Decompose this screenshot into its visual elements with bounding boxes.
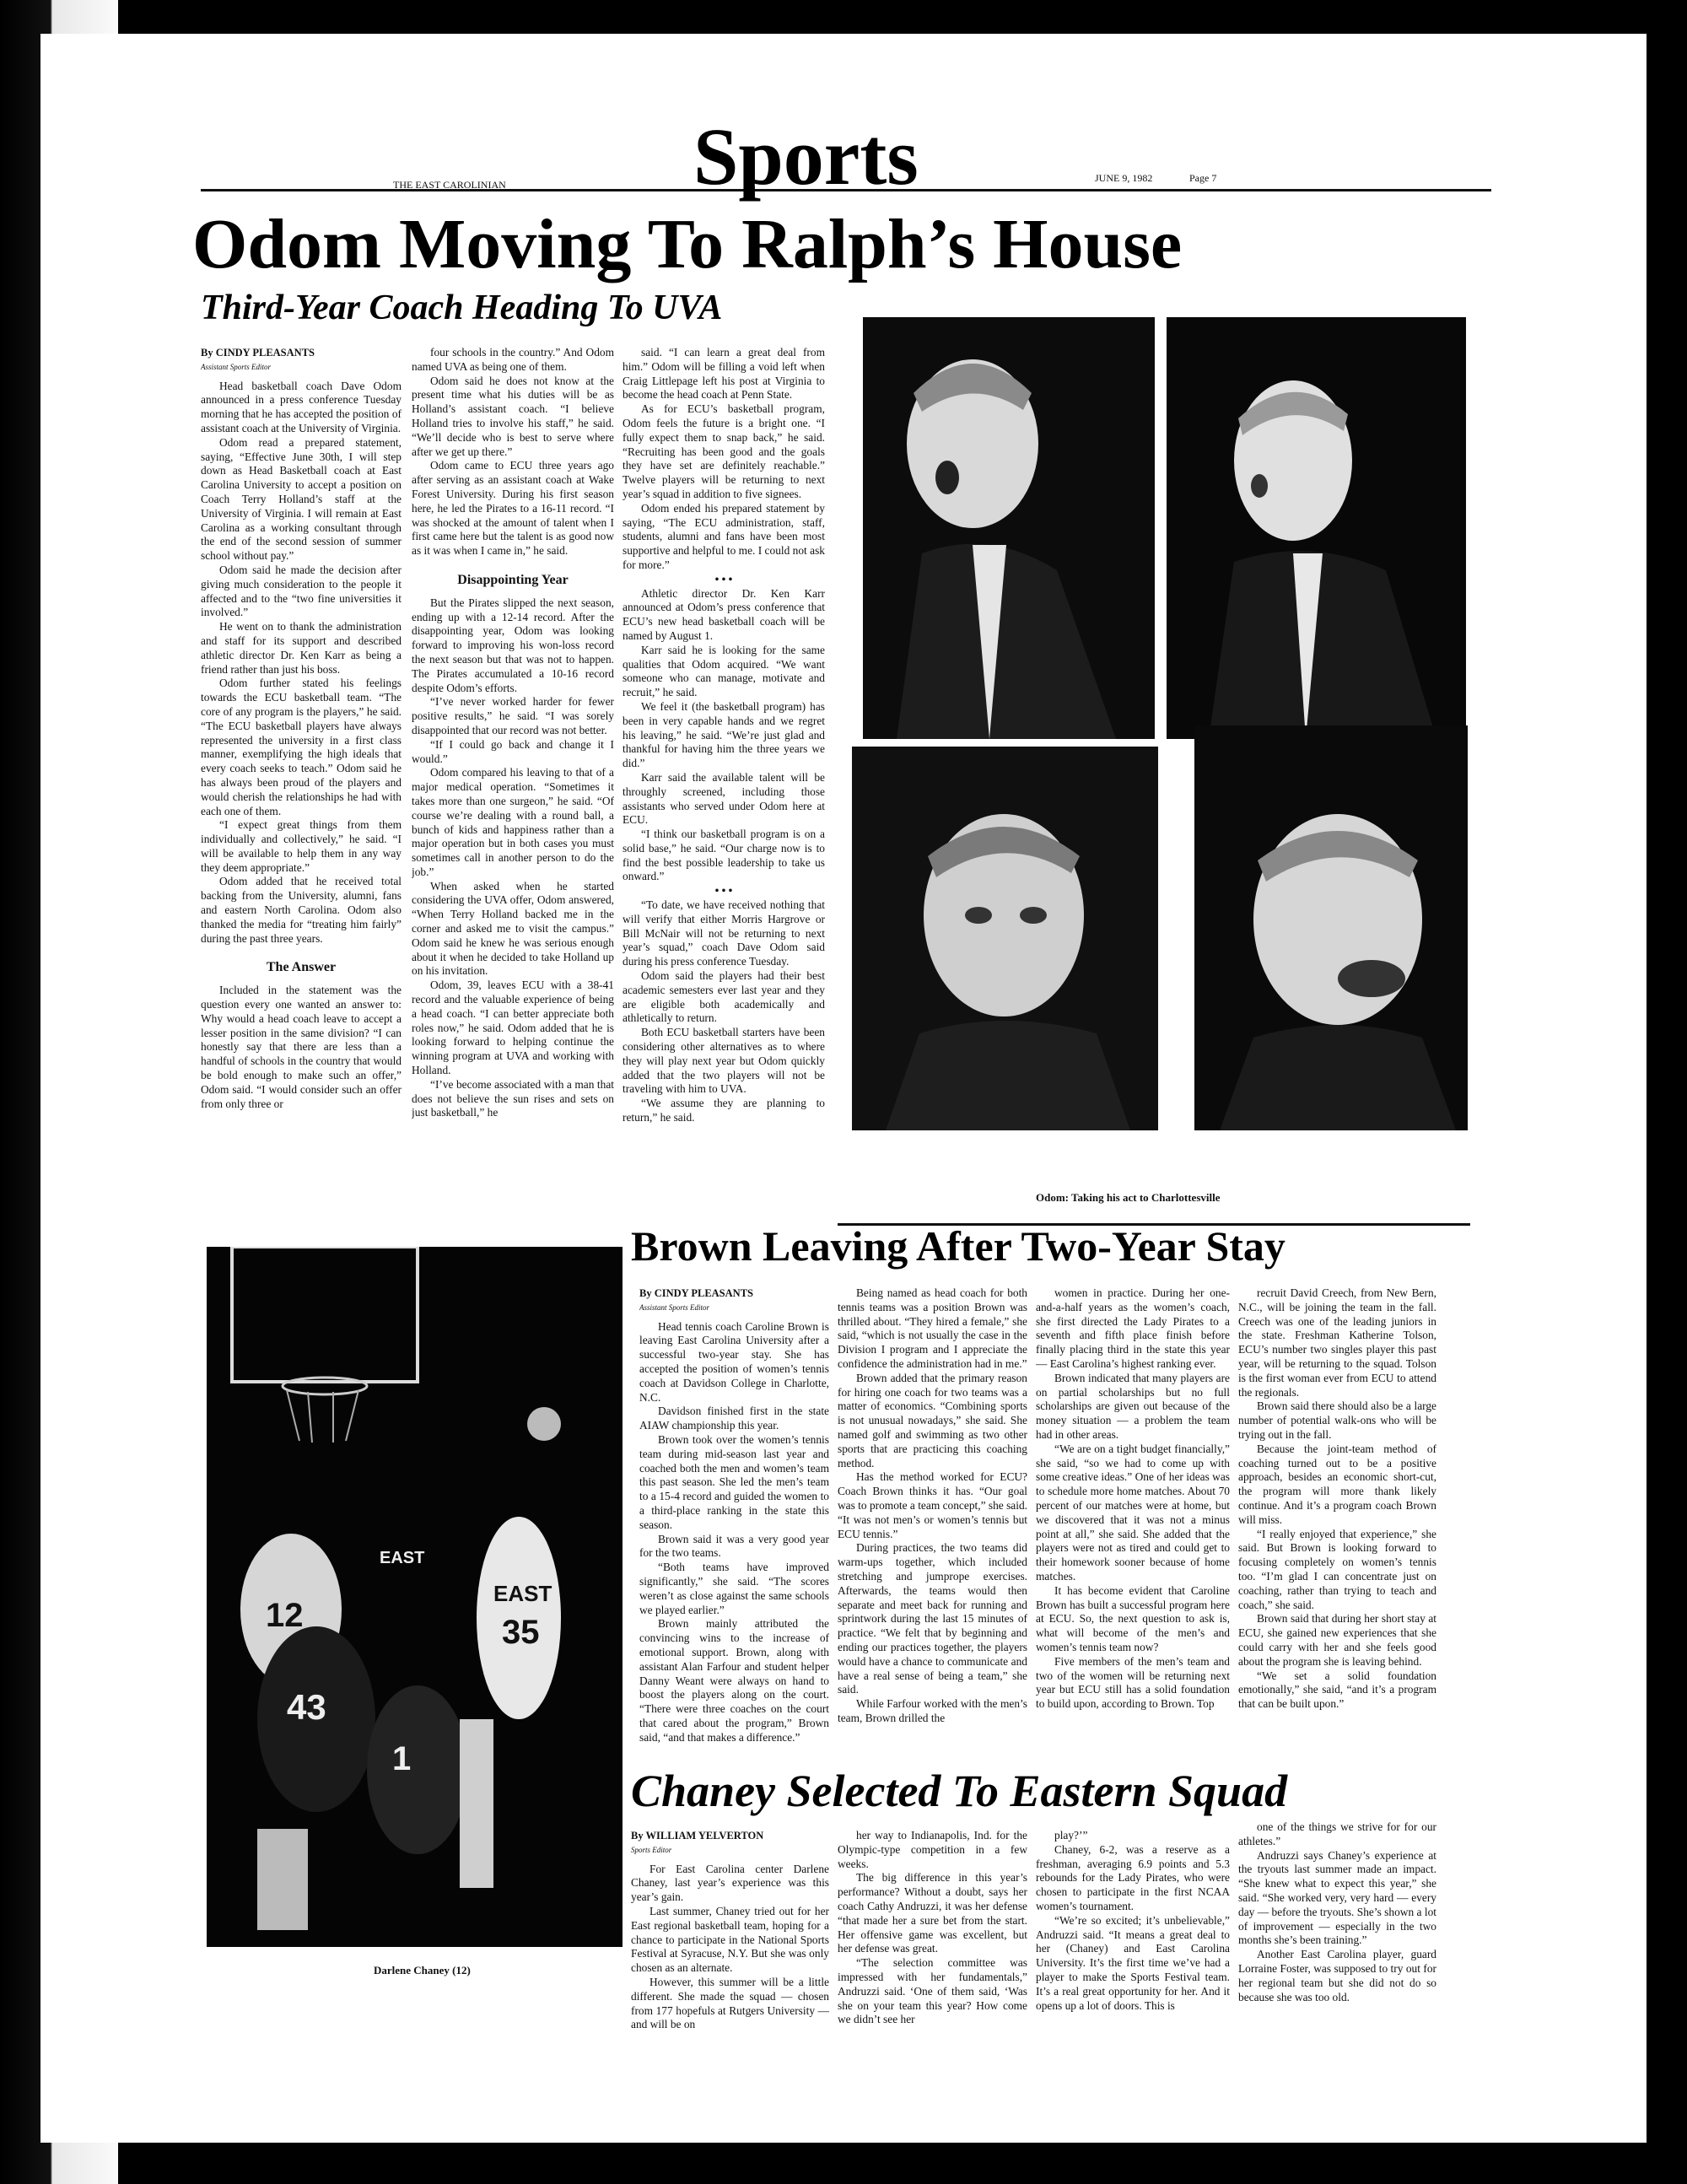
story3-paragraph: one of the things we strive for for our athletes.” bbox=[1238, 1820, 1436, 1847]
story2-paragraph: “We set a solid foundation emotionally,” she said, “and it’s a program that can be built upon.” bbox=[1238, 1669, 1436, 1711]
story2-paragraph: During practices, the two teams did warm-ups together, which included stretching and jumprope exercises. Afterwards, the teams would then separate and meet back for running and sprintwork during the last 15 minutes of practice. “We felt that by beginning and ending our practices together, the players would have a chance to communicate and have a real sense of being a team,” she said. bbox=[838, 1541, 1027, 1696]
coach-photo-2 bbox=[1167, 317, 1466, 739]
story2-paragraph: Head tennis coach Caroline Brown is leaving East Carolina University after a successful two-year stay. She has accepted the position of women’s tennis coach at Davidson College in Charlotte, N.C. bbox=[639, 1319, 829, 1404]
story2-paragraph: “I really enjoyed that experience,” she said. But Brown is looking forward to focusing completely on women’s tennis too. “I’m glad I can concentrate just on coaching, rather than trying to teach and coach,” she said. bbox=[1238, 1527, 1436, 1611]
story3-column-3 bbox=[1036, 1829, 1230, 2082]
paper-name: THE EAST CAROLINIAN bbox=[393, 179, 506, 191]
story3-column-2 bbox=[838, 1829, 1027, 2082]
story1-paragraph: He went on to thank the administration and staff for its support and described athletic director Dr. Ken Karr as being a friend rather than just his boss. bbox=[201, 620, 402, 676]
story3-paragraph: play?’” bbox=[1054, 1829, 1088, 1842]
coach-portrait-4-image bbox=[1194, 725, 1468, 1130]
jersey-12-label: 12 bbox=[266, 1597, 304, 1634]
story3-paragraph: “The selection committee was impressed with her fundamentals,” Andruzzi said. ‘One of them said, ‘Was she on your team this year? How come we didn’t see her bbox=[838, 1956, 1027, 2026]
story1-paragraph: Odom said he made the decision after giving much consideration to the people it affected and to the “two fine universities it involved.” bbox=[201, 563, 402, 619]
newspaper-page bbox=[40, 34, 1647, 2143]
story1-paragraph: “I’ve become associated with a man that does not believe the sun rises and sets on just basketball,” he bbox=[412, 1077, 614, 1119]
story2-paragraph: Brown said there should also be a large number of potential walk-ons who will be trying out in the fall. bbox=[1238, 1399, 1436, 1441]
story1-paragraph: Athletic director Dr. Ken Karr announced at Odom’s press conference that ECU’s new head basketball coach will be named by August 1. bbox=[623, 586, 825, 642]
story2-paragraph: It has become evident that Caroline Brown has built a successful program here at ECU. So, the next question to ask is, what will become of the men’s and women’s tennis team now? bbox=[1036, 1583, 1230, 1653]
story2-byline-title: Assistant Sports Editor bbox=[639, 1302, 710, 1312]
story1-paragraph: Head basketball coach Dave Odom announced in a press conference Tuesday morning that he has accepted the position of assistant coach at the University of Virginia. bbox=[201, 379, 402, 434]
coach-photo-3 bbox=[852, 747, 1158, 1130]
story2-column-3 bbox=[1036, 1286, 1230, 1809]
coach-photo-4 bbox=[1194, 725, 1468, 1130]
story1-paragraph: “I’ve never worked harder for fewer positive results,” he said. “I was sorely disappointed that our record was not better. bbox=[412, 695, 614, 736]
story3-byline-title: Sports Editor bbox=[631, 1845, 672, 1854]
story1-paragraph: Odom added that he received total backing from the University, alumni, fans and eastern North Carolina. Odom also thanked the media for “treating him fairly” during the past three years. bbox=[201, 875, 402, 945]
story1-paragraph: We feel it (the basketball program) has been in very capable hands and we regret his leaving,” he said. “We’re just glad and thankful for having him the three years we did.” bbox=[623, 699, 825, 770]
story2-paragraph: recruit David Creech, from New Bern, N.C., will be joining the team in the fall. Creech was one of the leading juniors in the state. Freshman Katherine Tolson, ECU’s number two singles player this past year, will be returning to the squad. Tolson is the first woman ever from ECU to attend the regionals. bbox=[1238, 1286, 1436, 1399]
story1-paragraph: Odom further stated his feelings towards the ECU basketball team. “The core of any program is the players,” he said. “The ECU basketball players have always represented the university in a first class manner, exemplifying the high ideals that every coach seeks to teach.” Odom said he has always been proud of the players and would cherish the relationships he had with each one of them. bbox=[201, 677, 402, 817]
story2-paragraph: Davidson finished first in the state AIAW championship this year. bbox=[639, 1405, 829, 1432]
story1-headline: Odom Moving To Ralph’s House bbox=[192, 205, 1183, 283]
story3-paragraph: However, this summer will be a little different. She made the squad — chosen from 177 hopefuls at Rutgers University — and will be on bbox=[631, 1975, 829, 2031]
story1-paragraph: Odom came to ECU three years ago after serving as an assistant coach at Wake Forest University. During his first season here, he led the Pirates to a 16-11 record. “I was shocked at the amount of talent when I first came here but the talent is as good now as it was when I came in,” he said. bbox=[412, 459, 614, 558]
story2-column-4 bbox=[1238, 1286, 1436, 1809]
story1-paragraph: Included in the statement was the question every one wanted an answer to: Why would a head coach leave to accept a lesser position in the same division? “I can honestly say that there are less than a handful of schools in the country that would be bold enough to make such an offer,” Odom said. “I would consider such an offer from only three or bbox=[201, 984, 402, 1110]
basketball-action-photo bbox=[207, 1247, 623, 1947]
story1-paragraph: Both ECU basketball starters have been considering other alternatives as to where they will play next year but Odom quickly added that the two players will not be traveling with him to UVA. bbox=[623, 1026, 825, 1096]
section-break: • • • bbox=[714, 572, 733, 585]
story1-paragraph: Odom said the players had their best academic semesters ever last year and they are eligible both academically and athletically to return. bbox=[623, 969, 825, 1025]
story3-paragraph: For East Carolina center Darlene Chaney, last year’s experience was this year’s gain. bbox=[631, 1862, 829, 1904]
coach-photo-1 bbox=[863, 317, 1155, 739]
story1-subhead-disappointing: Disappointing Year bbox=[457, 572, 569, 587]
story1-paragraph: Karr said he is looking for the same qualities that Odom acquired. “We want someone who can manage, motivate and recruit,” he said. bbox=[623, 643, 825, 699]
story2-paragraph: Brown indicated that many players are on partial scholarships but no full scholarships are given out because of the money situation — a problem the team had in other areas. bbox=[1036, 1371, 1230, 1441]
story2-paragraph: “Both teams have improved significantly,” she said. “The scores weren’t as close against the same schools we played earlier.” bbox=[639, 1561, 829, 1616]
story3-paragraph: Andruzzi says Chaney’s experience at the tryouts last summer made an impact. “She knew what to expect this year,” she said. “She worked very, very hard — every day — before the tryouts. She’s shown a lot of improvement — especially in the two months she’s been training.” bbox=[1238, 1848, 1436, 1947]
coach-portrait-3-image bbox=[852, 747, 1158, 1130]
story3-headline: Chaney Selected To Eastern Squad bbox=[631, 1766, 1288, 1816]
story1-paragraph: “We assume they are planning to return,” he said. bbox=[623, 1097, 825, 1124]
story1-paragraph: But the Pirates slipped the next season, ending up with a 12-14 record. After the disappointing year, Odom was looking forward to improving his won-loss record the next season but that was not to happen. The Pirates accumulated a 10-16 record despite Odom’s efforts. bbox=[412, 596, 614, 694]
jersey-1-label: 1 bbox=[392, 1740, 412, 1777]
story1-paragraph: four schools in the country.” And Odom named UVA as being one of them. bbox=[412, 346, 614, 373]
story2-paragraph: “We are on a tight budget financially,” she said, “so we had to come up with some creative ideas.” One of her ideas was to schedule more home matches. About 70 percent of our matches were at home, but we discovered that it was not a minus point at all,” she said. She added that the players were not as tired and could get to their homework sooner because of home matches. bbox=[1036, 1442, 1230, 1583]
story1-byline: By CINDY PLEASANTS bbox=[201, 347, 315, 359]
story1-paragraph: Odom read a prepared statement, saying, “Effective June 30th, I will step down as Head Basketball coach at East Carolina University to accept a position on Coach Terry Holland’s staff at the University of Virginia. I will remain at East Carolina as a working consultant through the end of the second session of summer school without pay.” bbox=[201, 435, 402, 563]
coach-portrait-2-image bbox=[1167, 317, 1466, 739]
story1-paragraph: “If I could go back and change it I would.” bbox=[412, 737, 614, 765]
story3-paragraph: “We’re so excited; it’s unbelievable,” Andruzzi said. “It means a great deal to her (Chaney) and East Carolina University. It’s the first time we’ve had a player to make the Sports Festival team. It’s a real great opportunity for her. And it opens up a lot of doors. This is bbox=[1036, 1913, 1230, 2012]
issue-date: JUNE 9, 1982 bbox=[1095, 172, 1153, 184]
story2-paragraph: While Farfour worked with the men’s team, Brown drilled the bbox=[838, 1697, 1027, 1724]
story2-byline: By CINDY PLEASANTS bbox=[639, 1287, 753, 1299]
jersey-35-label: 35 bbox=[502, 1614, 540, 1651]
story1-subhead-answer: The Answer bbox=[266, 960, 337, 975]
story1-paragraph: Odom ended his prepared statement by saying, “The ECU administration, staff, students, alumni and fans have been most supportive and helpful to me. I could not ask for more.” bbox=[623, 501, 825, 571]
story1-paragraph: “To date, we have received nothing that will verify that either Morris Hargrove or Bill McNair will not be returning to next year’s squad,” coach Dave Odom said during his press conference Tuesday. bbox=[623, 898, 825, 968]
basketball-scene-image bbox=[207, 1247, 623, 1947]
story3-paragraph: Chaney, 6-2, was a reserve as a freshman, averaging 6.9 points and 5.3 rebounds for the Lady Pirates, who were chosen to participate in the first NCAA women’s tournament. bbox=[1036, 1842, 1230, 1912]
jersey-east-label: EAST bbox=[493, 1581, 552, 1606]
story3-paragraph: Another East Carolina player, guard Lorraine Foster, was supposed to try out for her regional team but she did not do so because she was too old. bbox=[1238, 1948, 1436, 2003]
story2-column-1 bbox=[639, 1286, 829, 1809]
section-break: • • • bbox=[714, 884, 733, 898]
story1-paragraph: Karr said the available talent will be throughly screened, including those assistants who served under Odom here at ECU. bbox=[623, 770, 825, 827]
story3-paragraph: The big difference in this year’s performance? Without a doubt, says her coach Cathy Andruzzi, it was her defense “that made her a sure bet from the start. Her offensive game was excellent, but her defense was great. bbox=[838, 1871, 1027, 1955]
story1-column-3 bbox=[623, 346, 825, 1240]
story2-paragraph: Five members of the men’s team and two of the women will be returning next year but ECU still has a solid foundation to build upon, according to Brown. Top bbox=[1036, 1654, 1230, 1711]
story3-photo-caption: Darlene Chaney (12) bbox=[374, 1964, 471, 1976]
story3-paragraph: her way to Indianapolis, Ind. for the Olympic-type competition in a few weeks. bbox=[838, 1829, 1027, 1870]
story2-paragraph: Being named as head coach for both tennis teams was a position Brown was thrilled about. “They hired a female,” she said, “which is not usually the case in the Division I program and I appreciate the confidence the administration had in me.” bbox=[838, 1286, 1027, 1370]
story2-column-2 bbox=[838, 1286, 1027, 1809]
story1-paragraph: As for ECU’s basketball program, Odom feels the future is a bright one. “I fully expect them to snap back,” he said. “Recruiting has been good and the goals they have set are definitely reachable.” Twelve players will be returning to next year’s squad in addition to five signees. bbox=[623, 402, 825, 500]
story1-paragraph: “I think our basketball program is on a solid base,” he said. “Our charge now is to find the best possible leadership to take us onward.” bbox=[623, 828, 825, 883]
story2-paragraph: Brown mainly attributed the convincing wins to the increase of emotional support. Brown, along with assistant Alan Farfour and student helper Danny Weant were always on hand to boost the players along on the court. “There were three coaches on the court that cared about the program,” Brown said, “and that makes a difference.” bbox=[639, 1617, 829, 1744]
story1-paragraph: “I expect great things from them individually and collectively,” he said. “I will be available to help them in any way they deem appropriate.” bbox=[201, 818, 402, 874]
story2-headline: Brown Leaving After Two-Year Stay bbox=[631, 1222, 1285, 1270]
story1-paragraph: Odom, 39, leaves ECU with a 38-41 record and the valuable experience of being a head coach. “I can better appreciate both roles now,” he said. Odom added that he is looking forward to helping continue the winning program at UVA and working with Holland. bbox=[412, 979, 614, 1077]
story1-paragraph: When asked when he started considering the UVA offer, Odom answered, “When Terry Holland backed me in the corner and asked me to visit the campus.” Odom said he knew he was serious enough about it when he decided to take Holland up on his invitation. bbox=[412, 879, 614, 978]
story1-byline-title: Assistant Sports Editor bbox=[201, 362, 272, 371]
story1-paragraph: Odom said he does not know at the present time what his duties will be as Holland’s assistant coach. “I believe Holland tries to involve his staff,” he said. “We’ll decide who is best to serve where after we get up there.” bbox=[412, 374, 614, 458]
story1-subheadline: Third-Year Coach Heading To UVA bbox=[201, 289, 723, 327]
story3-column-4 bbox=[1238, 1820, 1436, 2082]
story3-column-1 bbox=[631, 1829, 829, 2082]
story3-byline: By WILLIAM YELVERTON bbox=[631, 1830, 764, 1842]
story2-paragraph: Because the joint-team method of coaching turned out to be a positive approach, besides an economic short-cut, the program will more thank likely continue. And it’s a program coach Brown will miss. bbox=[1238, 1442, 1436, 1526]
jersey-east-label-2: EAST bbox=[380, 1549, 425, 1567]
story3-paragraph: Last summer, Chaney tried out for her East regional basketball team, hoping for a chance to participate in the National Sports Festival at Syracuse, N.Y. But she was only chosen as an alternate. bbox=[631, 1904, 829, 1975]
story1-column-2 bbox=[412, 346, 614, 1232]
story1-paragraph: Odom compared his leaving to that of a major medical operation. “Sometimes it takes more than one surgeon,” he said. “Of course we’re dealing with a round ball, a bunch of kids and happiness rather than a major operation but in both cases you must sometimes call in another person to do the job.” bbox=[412, 766, 614, 878]
story2-paragraph: Brown said it was a very good year for the two teams. bbox=[639, 1532, 829, 1560]
story2-paragraph: Brown took over the women’s tennis team during mid-season last year and coached both the men and women’s team this past season. She led the men’s team to a 15-4 record and guided the women to a third-place ranking in the state this season. bbox=[639, 1432, 829, 1531]
page-number: Page 7 bbox=[1189, 172, 1217, 184]
story1-column-1 bbox=[201, 346, 402, 1232]
story2-paragraph: Brown added that the primary reason for hiring one coach for two teams was a matter of economics. “Combining sports is not unusual nowadays,” she said. She named golf and swimming as two other sports that are practicing this coaching method. bbox=[838, 1371, 1027, 1469]
story2-paragraph: Has the method worked for ECU? Coach Brown thinks it has. “Our goal was to promote a team concept,” she said. “It was not men’s or women’s tennis but ECU tennis.” bbox=[838, 1470, 1027, 1540]
story1-photo-caption: Odom: Taking his act to Charlottesville bbox=[1036, 1191, 1221, 1204]
jersey-43-label: 43 bbox=[287, 1687, 326, 1727]
story2-paragraph: Brown said that during her short stay at ECU, she gained new experiences that she could carry with her and she feels good about the program she is leaving behind. bbox=[1238, 1612, 1436, 1668]
section-title: Sports bbox=[693, 111, 919, 202]
story2-paragraph: women in practice. During her one-and-a-half years as the women’s coach, she first directed the Lady Pirates to a seventh and fifth place finish before finally placing third in the state this year — East Carolina’s highest ranking ever. bbox=[1036, 1286, 1230, 1370]
coach-portrait-1-image bbox=[863, 317, 1155, 739]
story1-paragraph: said. “I can learn a great deal from him.” Odom will be filling a void left when Craig Littlepage left his post at Virginia to become the head coach at Penn State. bbox=[623, 346, 825, 402]
